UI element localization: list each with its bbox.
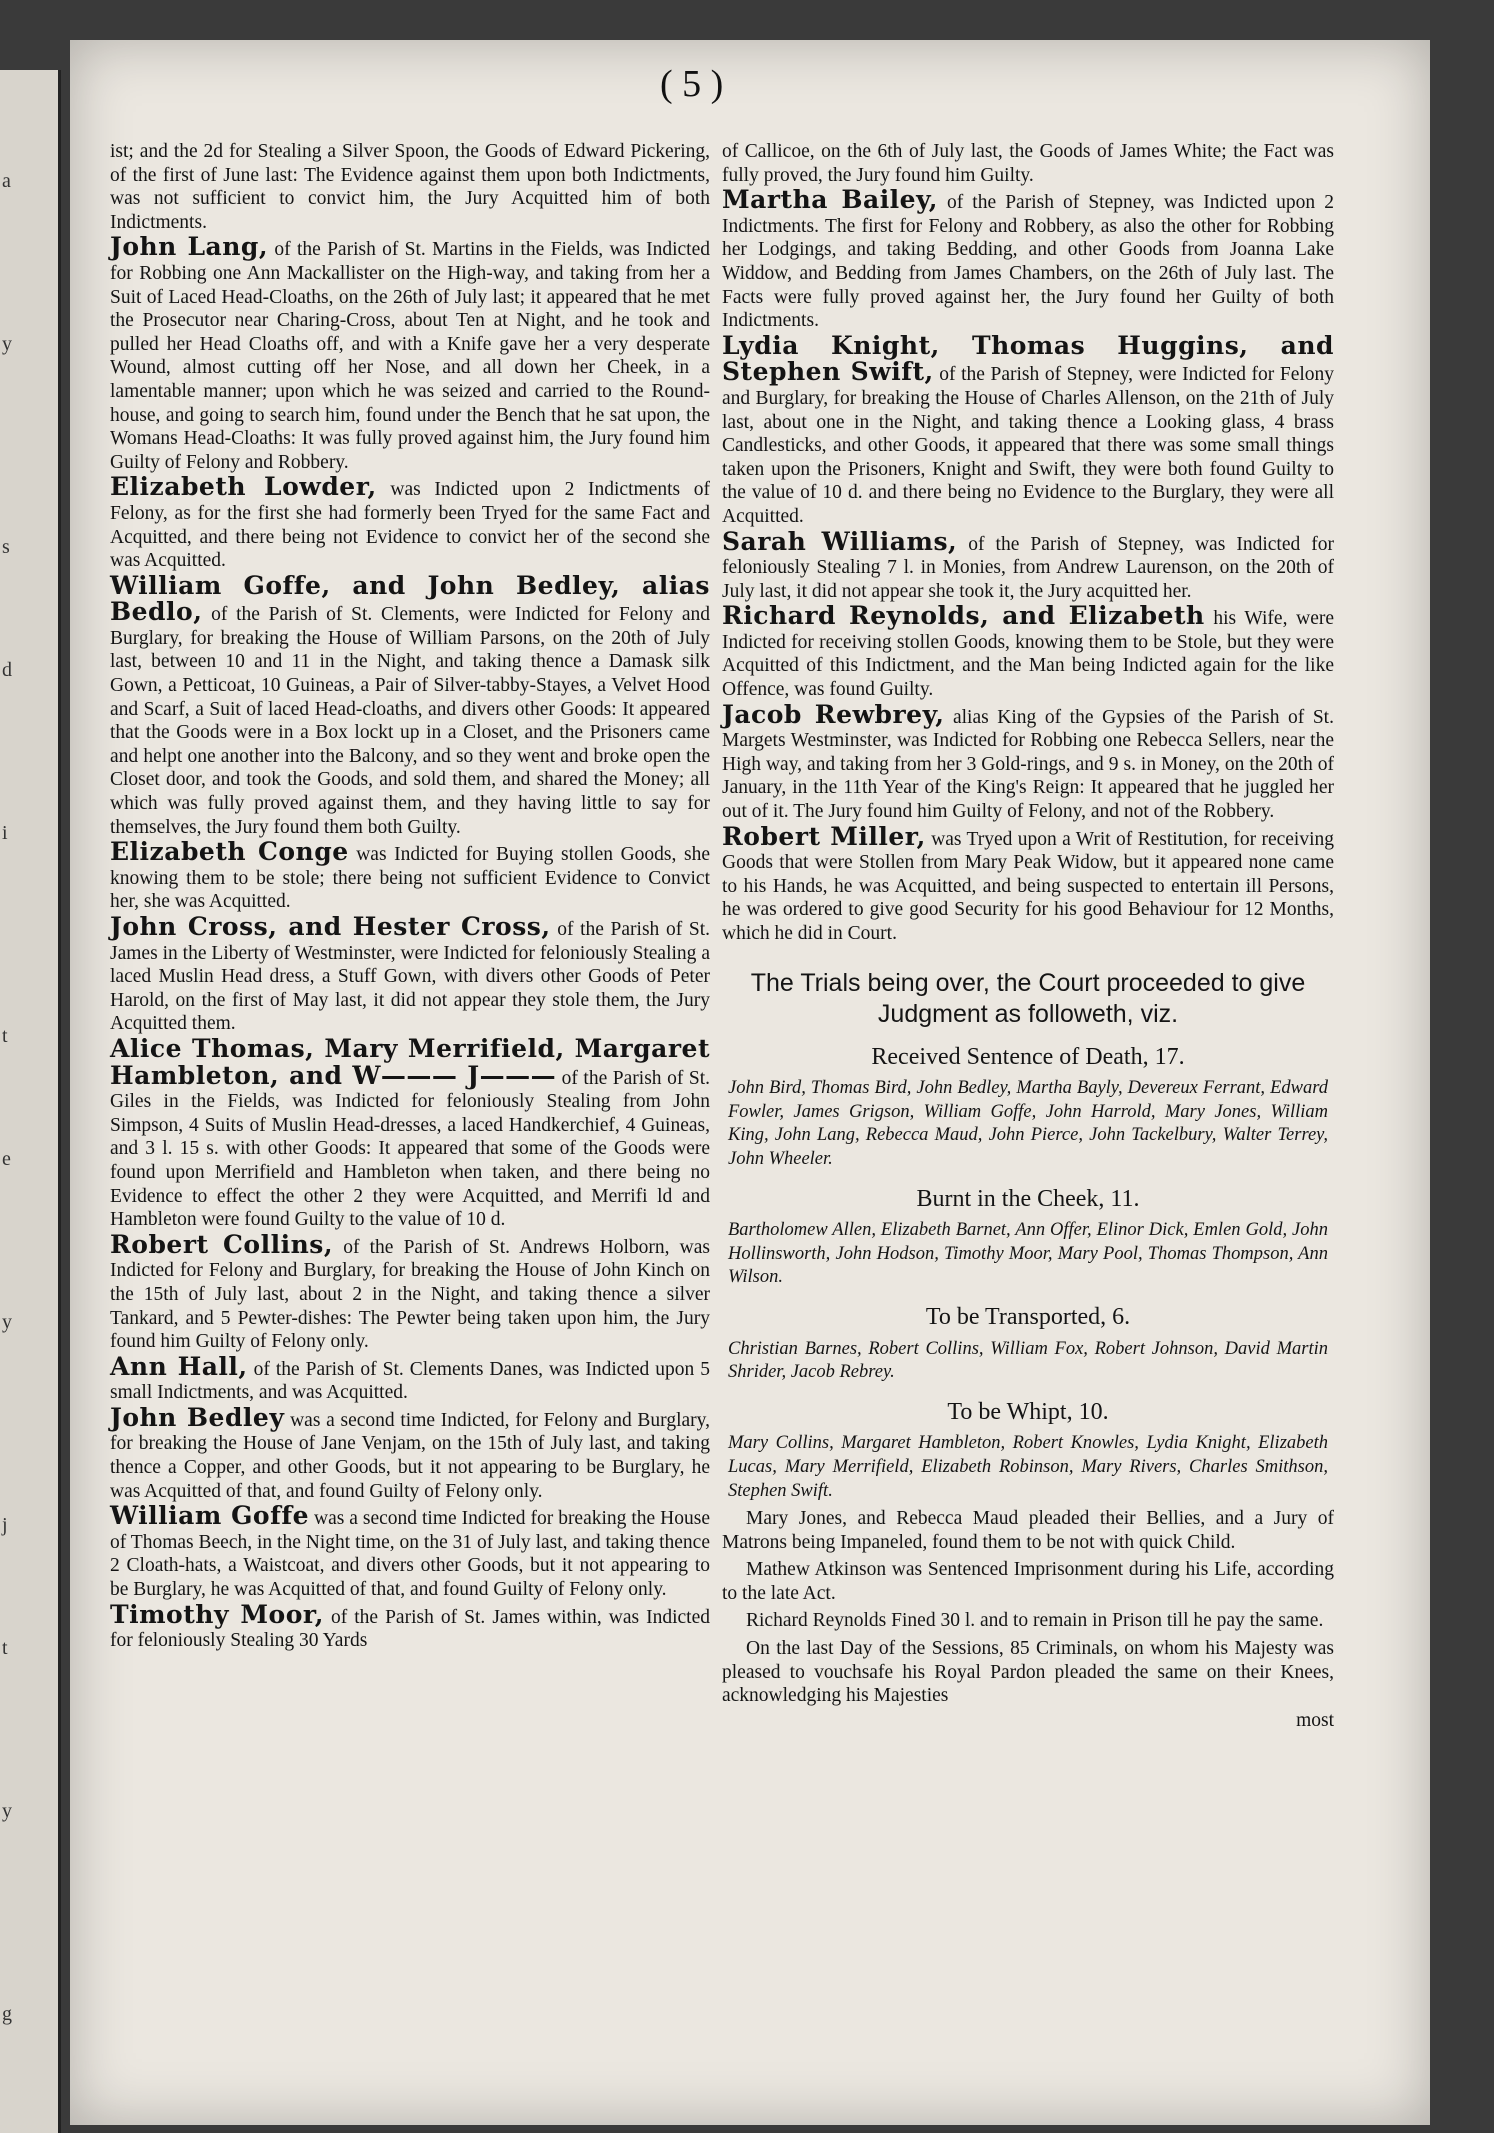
defendant-names: Sarah Williams,	[722, 526, 958, 556]
case-text: was Indicted upon 2 Indictments of Felony, as for the first she had formerly been Tryed for the same Fact and Acquitted, and there being not Evidence to convict her of the second she was Acquitted.	[110, 479, 710, 572]
defendant-names: John Lang,	[110, 232, 269, 262]
defendant-names: Timothy Moor,	[110, 1599, 324, 1629]
case-entry	[722, 526, 1334, 604]
edge-fragment: y	[2, 1800, 12, 1822]
case-text: of the Parish of St. Clements Danes, was Indicted upon 5 small Indictments, and was Acquitted.	[110, 1358, 710, 1404]
case-entry	[110, 912, 710, 1036]
case-text: of the Parish of St. Clements, were Indicted for Felony and Burglary, for breaking the House of William Parsons, on the 20th of July last, between 10 and 11 in the Night, and taking thence a Damask silk Gown, a Petticoat, 10 Guineas, a Pair of Silver-tabby-Stayes, a Velvet Hood and Scarf, a Suit of laced Head-cloaths, and divers other Goods: It appeared that the Goods were in a Box lockt up in a Closet, and the Prisoners came and helpt one another into the Balcony, and so they went and broke open the Closet door, and took the Goods, and sold them, and shared the Money; all which was fully proved against them, and they having little to say for themselves, the Jury found them both Guilty.	[110, 604, 710, 838]
closing-notes	[722, 1507, 1334, 1708]
defendant-names: Elizabeth Lowder,	[110, 472, 377, 502]
case-entry	[722, 699, 1334, 824]
defendant-names: Richard Reynolds, and Elizabeth	[722, 601, 1205, 631]
defendant-names: John Bedley	[110, 1402, 285, 1432]
case-text: of the Parish of Stepney, was Indicted for feloniously Stealing 7 l. in Monies, from Andrew Laurenson, on the 20th of July last, it did not appear she took it, the Jury acquitted her.	[722, 533, 1334, 602]
case-entry	[110, 1033, 710, 1232]
edge-fragment: i	[2, 822, 8, 844]
edge-fragment: y	[2, 1311, 12, 1333]
case-entry	[110, 1501, 710, 1601]
defendant-names: Ann Hall,	[110, 1351, 248, 1381]
case-text: of the Parish of St. Martins in the Fields, was Indicted for Robbing one Ann Mackallister on the High-way, and taking from her a Suit of Laced Head-Cloaths, on the 26th of July last; it appeared that he met the Prosecutor near Charing-Cross, about Ten at Night, and he took and pulled her Head Cloaths off, and with a Knife gave her a very desperate Wound, almost cutting off her Nose, and all down her Cheek, in a lamentable manner; upon which he was seized and carried to the Round-house, and going to search him, found under the Bench that he sat upon, the Womans Head-Cloaths: It was fully proved against him, the Jury found him Guilty of Felony and Robbery.	[110, 239, 710, 473]
case-entry	[110, 472, 710, 572]
case-text: of the Parish of St. James within, was Indicted for feloniously Stealing 30 Yards	[110, 1606, 710, 1652]
sentence-names: John Bird, Thomas Bird, John Bedley, Martha Bayly, Devereux Ferrant, Edward Fowler, James Grigson, William Goffe, John Harrold, Mary Jones, William King, John Lang, Rebecca Maud, John Pierce, John Tackelbury, Walter Terrey, John Wheeler.	[728, 1078, 1328, 1169]
closing-paragraph: On the last Day of the Sessions, 85 Criminals, on whom his Majesty was pleased to vouchsafe his Royal Pardon pleaded the same on their Knees, acknowledging his Majesties	[722, 1638, 1334, 1707]
case-text: of the Parish of St. James in the Liberty of Westminster, were Indicted for feloniously Stealing a laced Muslin Head dress, a Stuff Gown, with divers other Goods of Peter Harold, on the first of May last, it did not appear they stole them, the Jury Acquitted them.	[110, 919, 710, 1035]
case-entry	[110, 1599, 710, 1653]
case-text: of the Parish of Stepney, was Indicted upon 2 Indictments. The first for Felony and Robbery, as also the other for Robbing her Lodgings, and taking Bedding, and other Goods from Joanna Lake Widdow, and Bedding from James Chambers, on the 26th of July last. The Facts were fully proved against her, the Jury found her Guilty of both Indictments.	[722, 192, 1334, 332]
sentence-names: Christian Barnes, Robert Collins, William Fox, Robert Johnson, David Martin Shrider, Jacob Rebrey.	[728, 1338, 1328, 1383]
defendant-names: Elizabeth Conge	[110, 837, 349, 867]
case-text: of the Parish of St. Andrews Holborn, was Indicted for Felony and Burglary, for breaking the House of John Kinch on the 15th of July last, about 2 in the Night, and taking thence a silver Tankard, and 5 Pewter-dishes: The Pewter being taken upon him, the Jury found him Guilty of Felony only.	[110, 1236, 711, 1353]
defendant-names: John Cross, and Hester Cross,	[110, 912, 551, 941]
case-text: was Tryed upon a Writ of Restitution, for receiving Goods that were Stollen from Mary Peak Widow, but it appeared none came to his Hands, he was Acquitted, and being suspected to entertain ill Persons, he was ordered to give good Security for his good Behaviour for 12 Months, which he did in Court.	[722, 828, 1335, 944]
edge-fragment: a	[2, 170, 11, 192]
defendant-names: Martha Bailey,	[722, 185, 938, 215]
left-column	[110, 140, 710, 1654]
case-entry	[722, 140, 1334, 187]
case-entry	[110, 232, 710, 474]
defendant-names: William Goffe	[110, 1501, 310, 1531]
case-text: was a second time Indicted, for Felony and Burglary, for breaking the House of Jane Venjam, on the 15th of July last, and taking thence a Copper, and other Goods, but it not appearing to be Burglary, he was Acquitted of that, and found Guilty of Felony only.	[110, 1409, 710, 1502]
defendant-names: Robert Collins,	[110, 1229, 334, 1259]
defendant-names: Robert Miller,	[722, 821, 926, 851]
edge-fragment: g	[2, 2003, 12, 2025]
edge-fragment: t	[2, 1025, 8, 1047]
right-column	[722, 140, 1334, 1732]
case-text: of the Parish of Stepney, were Indicted for Felony and Burglary, for breaking the House of Charles Allenson, on the 21th of July last, about one in the Night, and taking thence a Looking glass, 4 brass Candlesticks, and other Goods, it appeared that there was some small things taken upon the Prisoners, Knight and Swift, they were both found Guilty to the value of 10 d. and there being no Evidence to the Burglary, they were all Acquitted.	[722, 364, 1335, 527]
adjacent-page-edge	[0, 70, 61, 2133]
case-entry	[722, 601, 1334, 701]
case-entry	[110, 1402, 710, 1503]
edge-fragment: j	[2, 1514, 8, 1536]
edge-fragment: d	[2, 659, 12, 681]
defendant-names: William Goffe, and John Bedley, alias Bedlo,	[110, 570, 710, 627]
case-text: of the Parish of St. Giles in the Fields, was Indicted for feloniously Stealing from John Simpson, 4 Suits of Muslin Head-dresses, a laced Handkerchief, 4 Guineas, and 3 l. 15 s. with other Goods: It appeared that some of the Goods were found upon Merrifield and Hambleton when taken, and there being no Evidence to effect the other 2 they were Acquitted, and Merrifi ld and Hambleton were found Guilty to the value of 10 d.	[110, 1067, 710, 1231]
edge-fragment: y	[2, 333, 12, 355]
edge-fragment: t	[2, 1637, 8, 1659]
sentence-lists	[722, 1043, 1334, 1504]
closing-paragraph: Mathew Atkinson was Sentenced Imprisonment during his Life, according to the late Act.	[722, 1559, 1334, 1604]
sentence-title: Burnt in the Cheek, 11.	[916, 1185, 1140, 1212]
case-entry	[110, 1229, 711, 1354]
closing-paragraph: Mary Jones, and Rebecca Maud pleaded their Bellies, and a Jury of Matrons being Impaneled, found them to be not with quick Child.	[722, 1508, 1334, 1553]
right-column-entries	[722, 140, 1334, 946]
edge-fragment: e	[2, 1148, 11, 1170]
case-text: was Indicted for Buying stollen Goods, she knowing them to be stole; there being not sufficient Evidence to Convict her, she was Acquitted.	[110, 844, 710, 913]
case-entry	[110, 140, 710, 234]
defendant-names: Jacob Rewbrey,	[722, 699, 945, 729]
case-text: his Wife, were Indicted for receiving stollen Goods, knowing them to be Stole, but they were Acquitted of this Indictment, and the Man being Indicted again for the like Offence, was found Guilty.	[722, 608, 1334, 701]
case-entry	[722, 330, 1335, 529]
closing-paragraph: Richard Reynolds Fined 30 l. and to remain in Prison till he pay the same.	[746, 1610, 1324, 1632]
case-entry	[110, 837, 710, 914]
case-entry	[722, 821, 1335, 946]
case-text: alias King of the Gypsies of the Parish of St. Margets Westminster, was Indicted for Robbing one Rebecca Sellers, near the High way, and taking from her 3 Gold-rings, and 9 s. in Money, on the 20th of January, in the 11th Year of the King's Reign: It appeared that he juggled her out of it. The Jury found him Guilty of Felony, and not of the Robbery.	[722, 706, 1334, 823]
sentence-title: To be Whipt, 10.	[947, 1398, 1109, 1425]
page-number: ( 5 )	[660, 63, 724, 105]
sentence-names: Bartholomew Allen, Elizabeth Barnet, Ann Offer, Elinor Dick, Emlen Gold, John Hollinsworth, John Hodson, Timothy Moor, Mary Pool, Thomas Thompson, Ann Wilson.	[728, 1220, 1328, 1288]
case-text: was a second time Indicted for breaking the House of Thomas Beech, in the Night time, on the 31 of July last, and taking thence 2 Cloath-hats, a Waistcoat, and divers other Goods, but it not appearing to be Burglary, he was Acquitted of that, and found Guilty of Felony only.	[110, 1508, 710, 1601]
case-entry	[722, 185, 1334, 333]
catchword: most	[1296, 1709, 1334, 1731]
sentence-names: Mary Collins, Margaret Hambleton, Robert Knowles, Lydia Knight, Elizabeth Lucas, Mary Merrifield, Elizabeth Robinson, Mary Rivers, Charles Smithson, Stephen Swift.	[728, 1433, 1328, 1501]
defendant-names: Alice Thomas, Mary Merrifield, Margaret Hambleton, and W——— J———	[110, 1033, 710, 1090]
judgment-heading: The Trials being over, the Court proceeded to give Judgment as followeth, viz.	[750, 968, 1306, 1028]
case-text: of Callicoe, on the 6th of July last, the Goods of James White; the Fact was fully proved, the Jury found him Guilty.	[722, 141, 1334, 186]
case-text: ist; and the 2d for Stealing a Silver Spoon, the Goods of Edward Pickering, of the first of June last: The Evidence against them upon both Indictments, was not sufficient to convict him, the Jury Acquitted him of both Indictments.	[110, 141, 710, 233]
sentence-title: Received Sentence of Death, 17.	[871, 1043, 1185, 1070]
defendant-names: Lydia Knight, Thomas Huggins, and Stephen Swift,	[722, 330, 1334, 387]
case-entry	[110, 1351, 710, 1405]
edge-fragment: s	[2, 536, 10, 558]
sentence-title: To be Transported, 6.	[925, 1303, 1131, 1330]
case-entry	[110, 570, 710, 840]
